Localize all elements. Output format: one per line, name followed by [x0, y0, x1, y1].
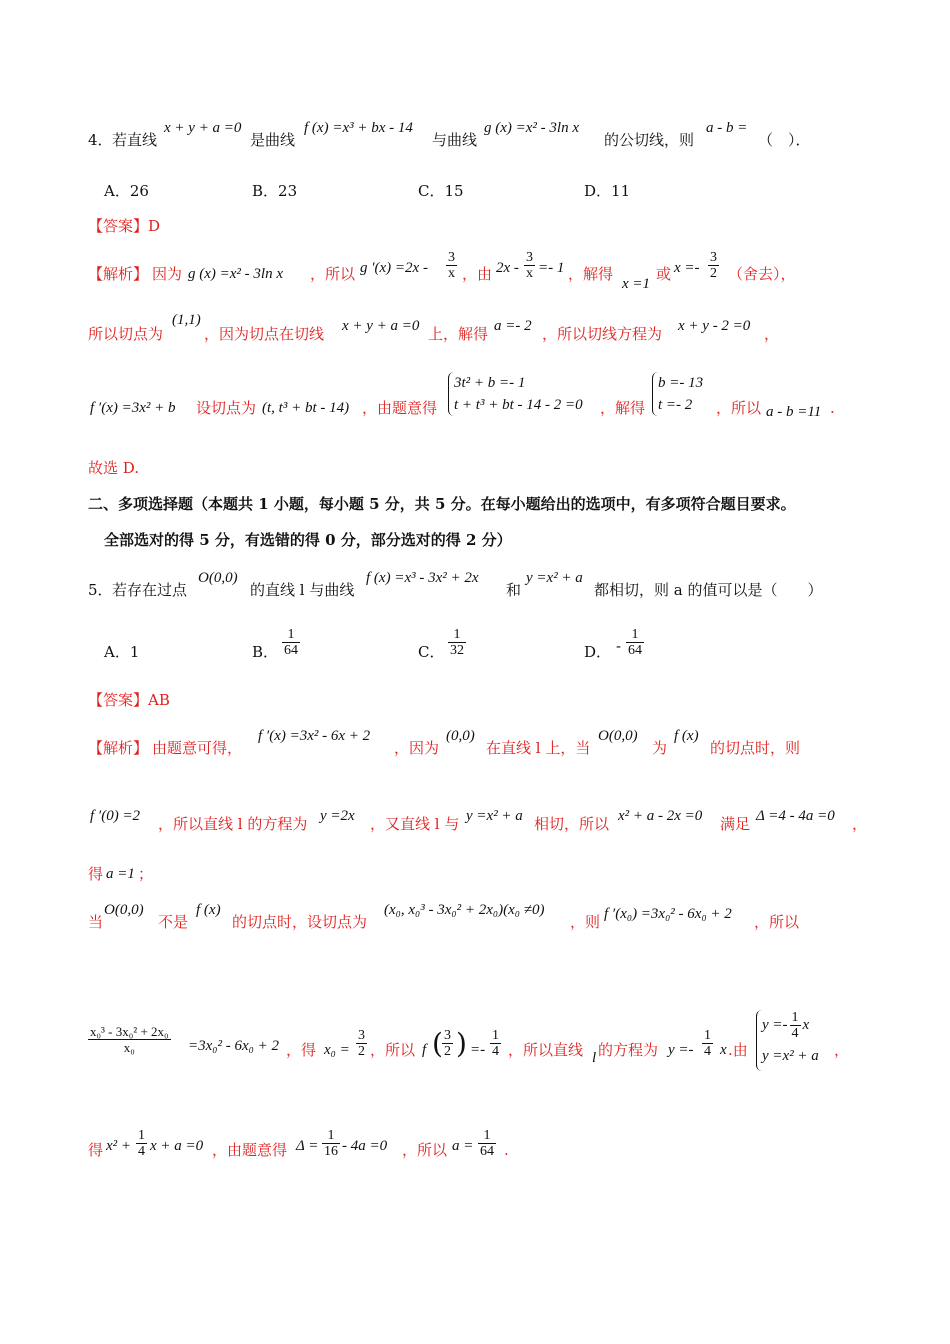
math: a =1 — [106, 866, 135, 882]
math: x — [720, 1042, 727, 1058]
math: =3x₀² - 6x₀ + 2 — [188, 1038, 279, 1054]
math: f ′(x₀) =3x₀² - 6x₀ + 2 — [604, 906, 732, 922]
q4-number: 4． — [88, 131, 113, 149]
math: =- 1 — [538, 260, 565, 276]
math: x + y - 2 =0 — [678, 318, 751, 334]
fraction: $\frac{3}{x}$ — [448, 250, 455, 281]
text: 的切点时，设切点为 — [232, 913, 368, 931]
q4-conclusion: 故选 D. — [88, 459, 140, 477]
math: x + a =0 — [150, 1138, 204, 1154]
math: Δ =4 - 4a =0 — [756, 808, 835, 824]
paren-right: ) — [456, 1027, 467, 1060]
text: ，因为 — [394, 739, 440, 757]
text: ，则 — [570, 913, 601, 931]
math: O(0,0) — [104, 902, 144, 918]
math: O(0,0) — [198, 570, 238, 586]
fraction: $\frac{1}{4}$ — [138, 1128, 145, 1159]
text: 满足 — [720, 815, 751, 833]
text: 若存在过点 — [112, 581, 188, 599]
q4-paren: （ ）． — [758, 131, 811, 149]
q4-option-d[interactable]: D．11 — [584, 182, 631, 200]
text: 在直线 l 上，当 — [486, 739, 591, 757]
q4-option-a[interactable]: A．26 — [104, 182, 149, 200]
math: f (x) — [674, 728, 699, 744]
q5-option-d[interactable]: D． - $\frac{1}{64}$ — [584, 627, 642, 661]
math: x + y + a =0 — [342, 318, 420, 334]
text: 的方程为 — [598, 1041, 659, 1059]
text: 的切点时，则 — [710, 739, 801, 757]
system-of-equations: 3t² + b =- 1 t + t³ + bt - 14 - 2 =0 — [448, 372, 583, 416]
q4-answer: 【答案】D — [88, 217, 161, 235]
q5-option-a[interactable]: A．1 — [104, 643, 140, 661]
math: f (x) — [196, 902, 221, 918]
text: ，解得 — [568, 265, 614, 283]
math: (1,1) — [172, 312, 201, 328]
text: 得 — [88, 865, 104, 883]
math: f ′(x) =3x² + b — [90, 400, 176, 416]
text: 为 — [652, 739, 668, 757]
text: ，又直线 l 与 — [370, 815, 460, 833]
fraction: $\frac{1}{16}$ — [324, 1128, 338, 1159]
math: y =2x — [320, 808, 355, 824]
text: ，所以切线方程为 — [542, 325, 663, 343]
q4-g-eq: g (x) =x² - 3ln x — [484, 120, 579, 136]
text: 或 — [656, 265, 672, 283]
text: 都相切，则 a 的值可以是（ ） — [594, 581, 823, 599]
math: y =- — [668, 1042, 694, 1058]
text: ， — [834, 1041, 850, 1059]
text: 得 — [88, 1141, 104, 1159]
q4-text: 的公切线，则 — [604, 131, 695, 149]
math: a = — [452, 1138, 474, 1154]
text: . — [504, 1141, 509, 1159]
q4-f-eq: f (x) =x³ + bx - 14 — [304, 120, 413, 136]
math: f ′(0) =2 — [90, 808, 141, 824]
text: 和 — [506, 581, 522, 599]
text: 上，解得 — [428, 325, 489, 343]
math: x₀ = — [324, 1042, 350, 1058]
text: 所以切点为 — [88, 325, 164, 343]
system-solution: b =- 13 t =- 2 — [652, 372, 703, 416]
math: g ′(x) =2x - — [360, 260, 428, 276]
math: x =1 — [622, 276, 651, 292]
math: a =- 2 — [494, 318, 532, 334]
fraction: $\frac{1}{4}$ — [492, 1028, 499, 1059]
text: ，由题意得 — [362, 399, 438, 417]
solution-tag: 【解析】 — [88, 739, 149, 757]
text: 当 — [88, 913, 104, 931]
section-heading: 二、多项选择题（本题共 1 小题，每小题 5 分，共 5 分。在每小题给出的选项中，有多项符合题目要求。 — [88, 495, 796, 513]
fraction: $\frac{3}{x}$ — [526, 250, 533, 281]
q4-text: 是曲线 — [250, 131, 296, 149]
q4-line-eq: x + y + a =0 — [164, 120, 242, 136]
math: l — [592, 1050, 597, 1066]
math: x =- — [674, 260, 700, 276]
section-heading-note: 全部选对的得 5 分，有选错的得 0 分，部分选对的得 2 分） — [104, 531, 512, 549]
fraction: $\frac{3}{2}$ — [444, 1028, 451, 1059]
text: ，所以直线 l 的方程为 — [158, 815, 308, 833]
text: 由题意可得， — [152, 739, 243, 757]
math: a - b =11 — [766, 404, 822, 420]
text: ， — [764, 325, 780, 343]
q5-option-b[interactable]: B． $\frac{1}{64}$ — [252, 627, 298, 661]
fraction: $\frac{1}{4}$ — [704, 1028, 711, 1059]
math: 2x - — [496, 260, 519, 276]
text: 相切，所以 — [534, 815, 610, 833]
math: =- — [470, 1042, 486, 1058]
math: (x₀, x₀³ - 3x₀² + 2x₀)(x₀ ≠0) — [384, 902, 545, 918]
paren-left: ( — [432, 1027, 443, 1060]
text: ，所以 — [310, 265, 356, 283]
text: ，得 — [286, 1041, 317, 1059]
math: (t, t³ + bt - 14) — [262, 400, 350, 416]
text: 不是 — [158, 913, 189, 931]
q5-number: 5． — [88, 581, 113, 599]
math: Δ = — [296, 1138, 319, 1154]
text: ，所以 — [716, 399, 762, 417]
fraction: $\frac{1}{64}$ — [480, 1128, 494, 1159]
math: f — [422, 1042, 427, 1058]
math: - 4a =0 — [342, 1138, 388, 1154]
text: ，所以直线 — [508, 1041, 584, 1059]
text: ； — [138, 865, 154, 883]
math: y =x² + a — [466, 808, 523, 824]
math: f ′(x) =3x² - 6x + 2 — [258, 728, 371, 744]
system-of-equations: y =- $\frac{1}{4}$ x y =x² + a — [756, 1010, 819, 1071]
q4-expr: a - b = — [706, 120, 748, 136]
q5-option-c[interactable]: C． $\frac{1}{32}$ — [418, 627, 464, 661]
q5-answer: 【答案】AB — [88, 691, 170, 709]
q4-text: 若直线 — [112, 131, 158, 149]
q4-text: 与曲线 — [432, 131, 478, 149]
text: ，由题意得 — [212, 1141, 288, 1159]
text: ，所以 — [754, 913, 800, 931]
math: x² + — [106, 1138, 132, 1154]
text: 的直线 l 与曲线 — [250, 581, 355, 599]
text: 因为 — [152, 265, 183, 283]
text: 设切点为 — [196, 399, 257, 417]
q4-option-c[interactable]: C．15 — [418, 182, 464, 200]
math: (0,0) — [446, 728, 475, 744]
text: .由 — [728, 1041, 748, 1059]
text: ，所以 — [402, 1141, 448, 1159]
solution-tag: 【解析】 — [88, 265, 149, 283]
text: ，解得 — [600, 399, 646, 417]
fraction: $\frac{\text{x₀³ - 3x₀² + 2x₀}}{\text{x₀}}$ — [90, 1024, 169, 1055]
text: （舍去）， — [728, 265, 796, 283]
text: ，所以 — [370, 1041, 416, 1059]
fraction: $\frac{3}{2}$ — [358, 1028, 365, 1059]
text: ， — [852, 815, 868, 833]
text: . — [830, 399, 835, 417]
math: g (x) =x² - 3ln x — [188, 266, 283, 282]
math: x² + a - 2x =0 — [618, 808, 703, 824]
text: ，因为切点在切线 — [204, 325, 325, 343]
math: y =x² + a — [526, 570, 583, 586]
math: f (x) =x³ - 3x² + 2x — [366, 570, 479, 586]
fraction: $\frac{3}{2}$ — [710, 250, 717, 281]
text: ，由 — [462, 265, 493, 283]
q4-option-b[interactable]: B．23 — [252, 182, 298, 200]
math: O(0,0) — [598, 728, 638, 744]
